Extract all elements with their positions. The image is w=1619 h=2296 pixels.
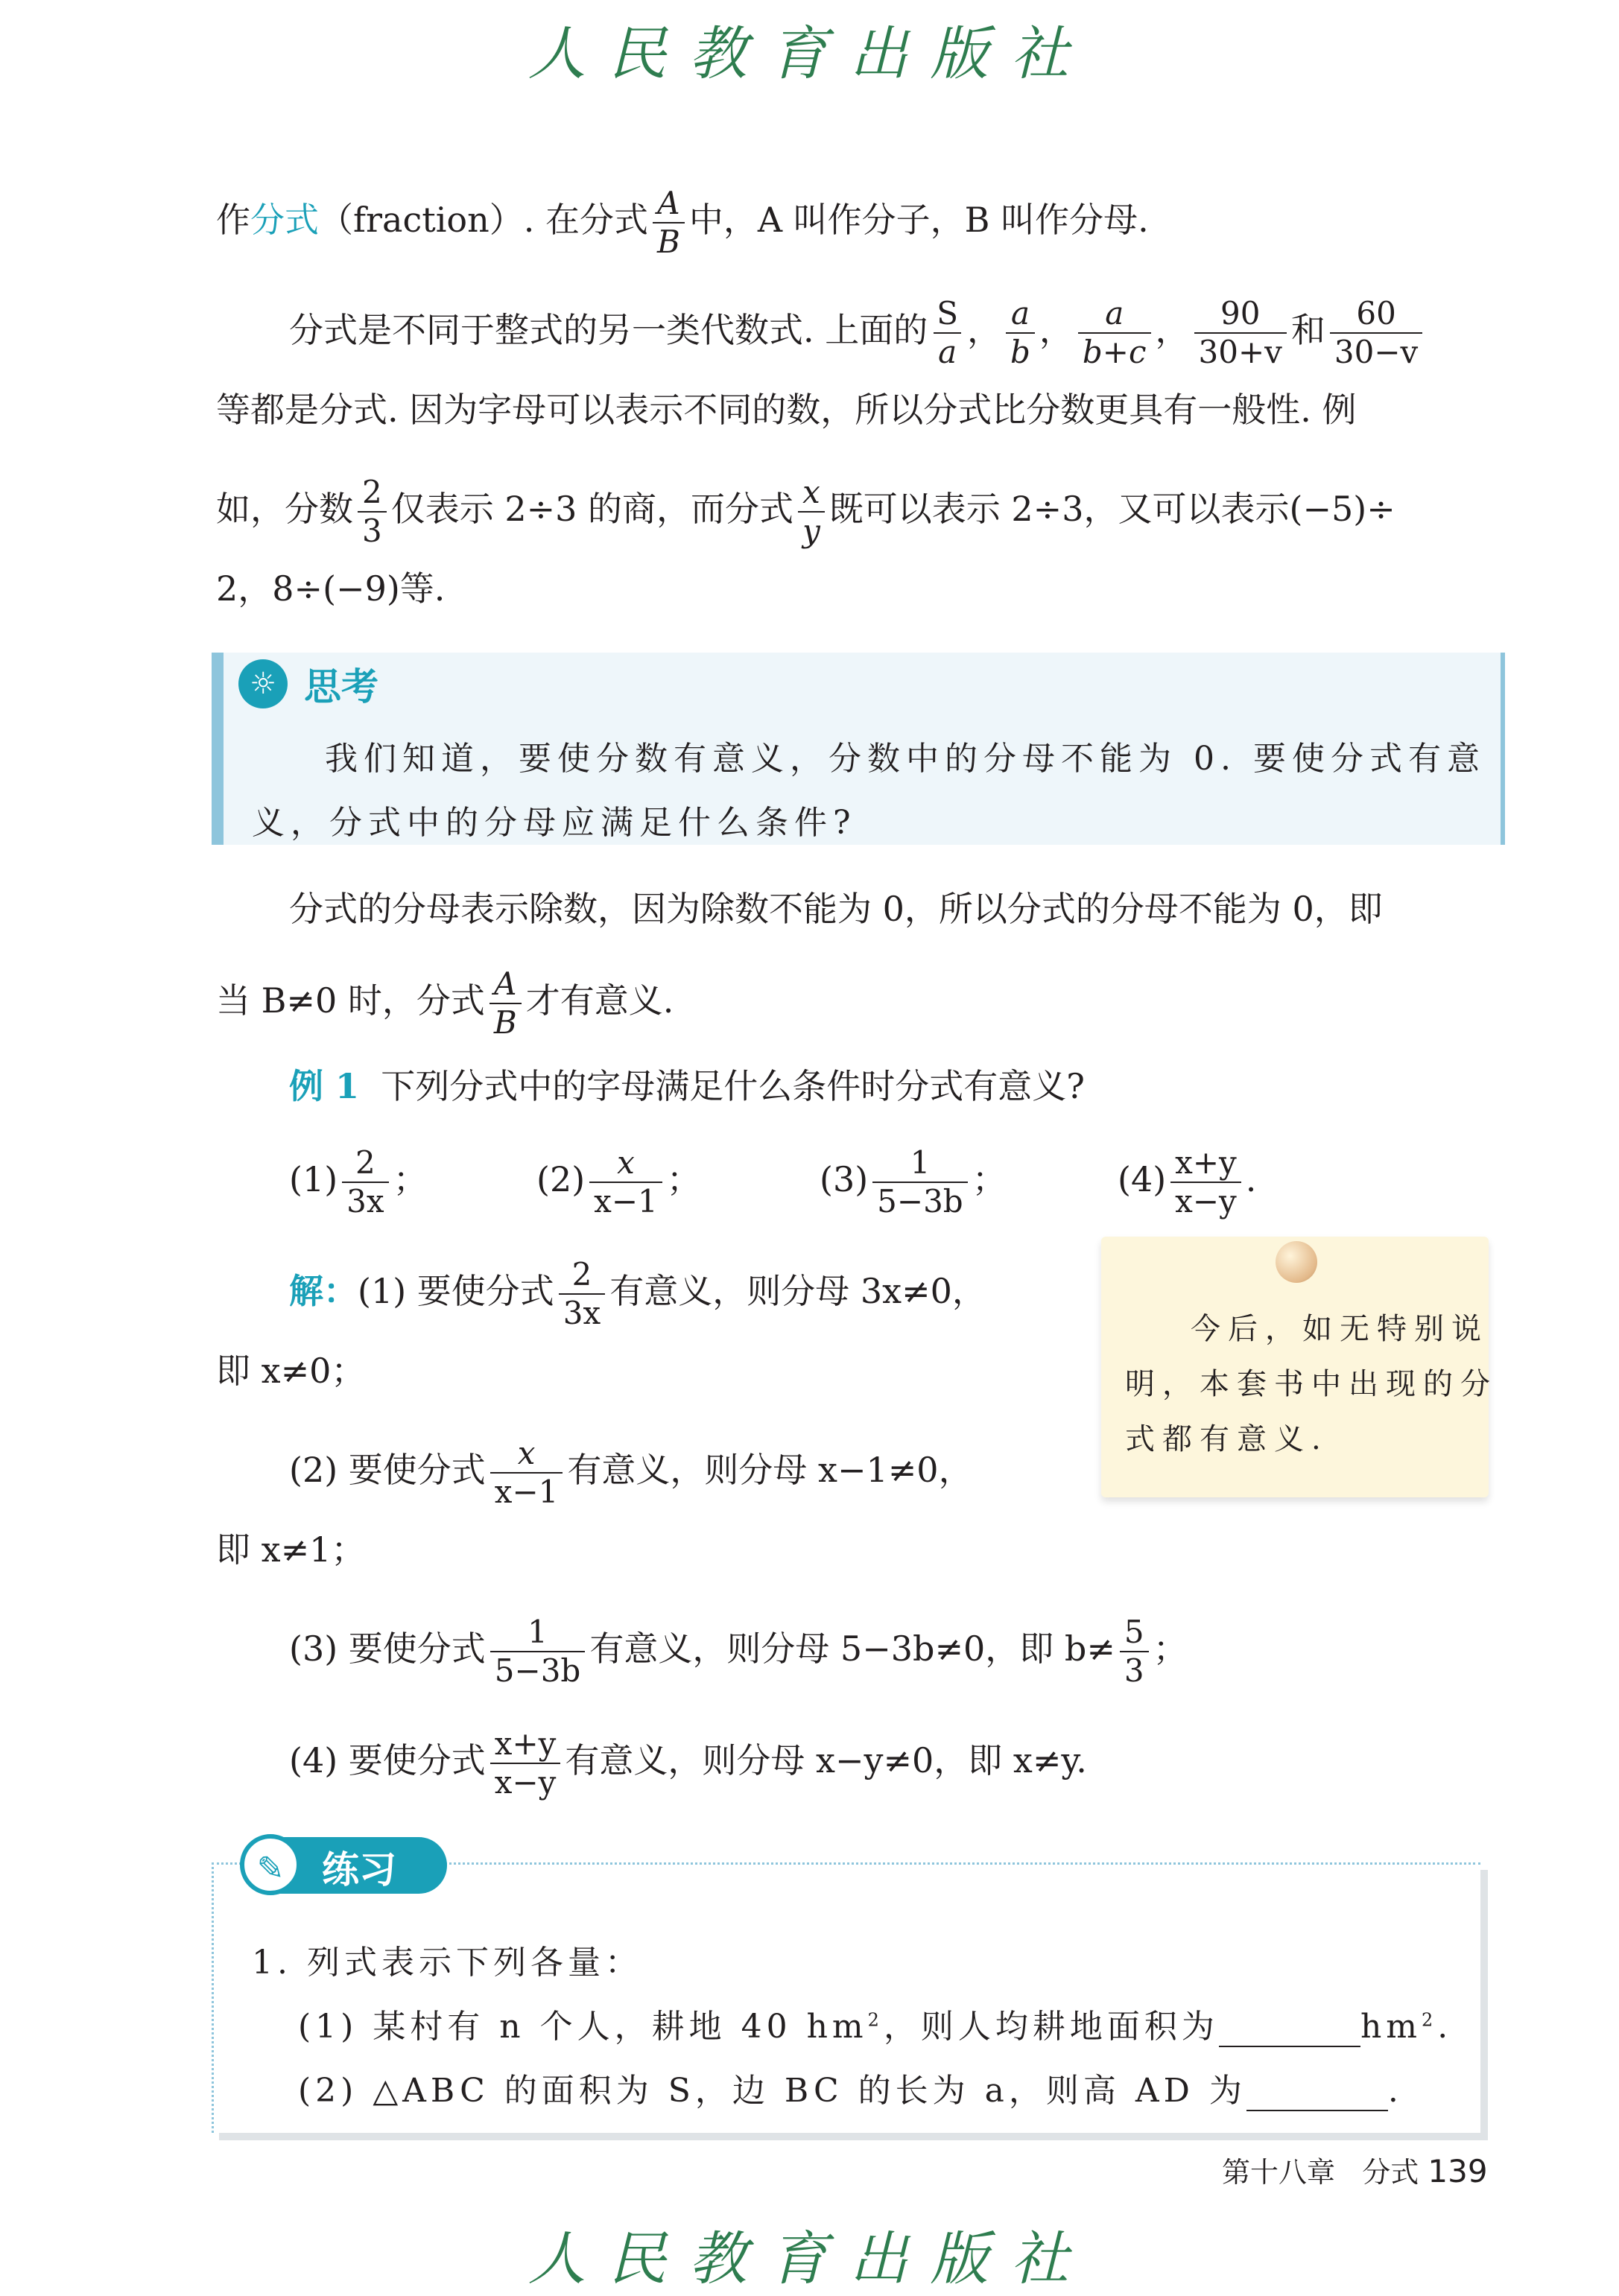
page-footer [1222,2149,1488,2190]
frac-x-y: $\frac{x}{y}$ [798,477,825,547]
answer-blank-1[interactable] [1219,2016,1360,2047]
solution-1: 解：(1) 要使分式 $\frac{2}{3x}$ 有意义，则分母 3x≠0， [289,1256,986,1331]
note-line3: 式都有意义. [1125,1422,1328,1456]
example-item-1: (1) $\frac{2}{3x}$ ； [289,1144,428,1220]
para1-line1: 分式是不同于整式的另一类代数式. 上面的 $\frac{S}{a}$ ， $\frac{a}{b}$ ， $\frac{a}{b+c}$ ， $\frac{90}{30+v}$ 和 $\frac{60}{30-v}$ [289,298,1427,368]
think-title: 思考 [304,665,378,708]
solution-label: 解： [289,1271,358,1311]
think-line2: 义，分式中的分母应满足什么条件? [252,804,857,842]
practice-q1b: (2) △ABC 的面积为 S，边 BC 的长为 a，则高 AD 为 . [298,2072,1403,2110]
note-line2: 明，本套书中出现的分 [1125,1367,1498,1401]
answer-blank-2[interactable] [1246,2080,1388,2111]
para1-line3: 如，分数 $\frac{2}{3}$ 仅表示 2÷3 的商，而分式 $\frac{x}{y}$ 既可以表示 2÷3，又可以表示(−5)÷ [216,474,1395,549]
lightbulb-icon: ☼ [238,659,288,708]
pushpin-icon [1276,1241,1317,1283]
example-item-4: (4) $\frac{x+y}{x-y}$ . [1118,1144,1257,1220]
solution-2-result: 即 x≠1； [216,1529,366,1570]
frac-s-a: $\frac{S}{a}$ [932,298,963,368]
para2-line1: 分式的分母表示除数，因为除数不能为 0，所以分式的分母不能为 0，即 [289,889,1383,929]
footer-chapter: 第十八章 [1222,2156,1336,2189]
think-line1: 我们知道，要使分数有意义，分数中的分母不能为 0. 要使分式有意 [325,740,1486,778]
def-eng: （fraction）. 在分式 [319,200,648,240]
example-item-2: (2) $\frac{x}{x-1}$ ； [536,1144,701,1220]
footer-section: 分式 [1362,2156,1419,2189]
para2-line2: 当 B≠0 时，分式 $\frac{A}{B}$ 才有意义. [216,965,674,1041]
frac-90: $\frac{90}{30+v}$ [1194,298,1287,368]
practice-title: 练习 [322,1848,396,1891]
publisher-footer: 人民教育出版社 [527,2226,1092,2293]
page-number: 139 [1428,2153,1488,2189]
solution-1-result: 即 x≠0； [216,1351,366,1391]
pencil-icon: ✎ [240,1834,301,1895]
example-label: 例 1 [289,1066,360,1106]
publisher-header: 人民教育出版社 [527,21,1092,88]
frac-2-3: $\frac{2}{3}$ [358,477,387,547]
practice-q1: 1. 列式表示下列各量： [252,1944,642,1982]
example-question: 例 1 下列分式中的字母满足什么条件时分式有意义? [289,1066,1085,1106]
definition-line [216,185,1149,260]
frac-60: $\frac{60}{30-v}$ [1330,298,1422,368]
solution-4: (4) 要使分式 $\frac{x+y}{x-y}$ 有意义，则分母 x−y≠0，即 x≠y. [289,1725,1087,1801]
fraction-a-over-b: $\frac{A}{B}$ [653,188,685,258]
frac-a-over-b-2: $\frac{A}{B}$ [489,968,522,1038]
para1-line4: 2，8÷(−9)等. [216,568,446,609]
practice-q1a: (1) 某村有 n 个人，耕地 40 $hm^2$，则人均耕地面积为 $hm^2$. [298,2008,1453,2046]
solution-3: (3) 要使分式 $\frac{1}{5-3b}$ 有意义，则分母 5−3b≠0，即 b≠ $\frac{5}{3}$ ； [289,1614,1188,1689]
frac-a-b: $\frac{a}{b}$ [1006,298,1035,368]
para1-line2: 等都是分式. 因为字母可以表示不同的数，所以分式比分数更具有一般性. 例 [216,390,1357,430]
frac-a-bc: $\frac{a}{b+c}$ [1078,298,1151,368]
def-pre: 作 [216,200,250,240]
note-line1: 今后，如无特别说 [1191,1312,1489,1346]
def-post: 中，A 叫作分子，B 叫作分母. [688,200,1149,240]
def-term: 分式 [250,200,319,240]
example-item-3: (3) $\frac{1}{5-3b}$ ； [820,1144,1007,1220]
solution-2: (2) 要使分式 $\frac{x}{x-1}$ 有意义，则分母 x−1≠0， [289,1435,973,1510]
